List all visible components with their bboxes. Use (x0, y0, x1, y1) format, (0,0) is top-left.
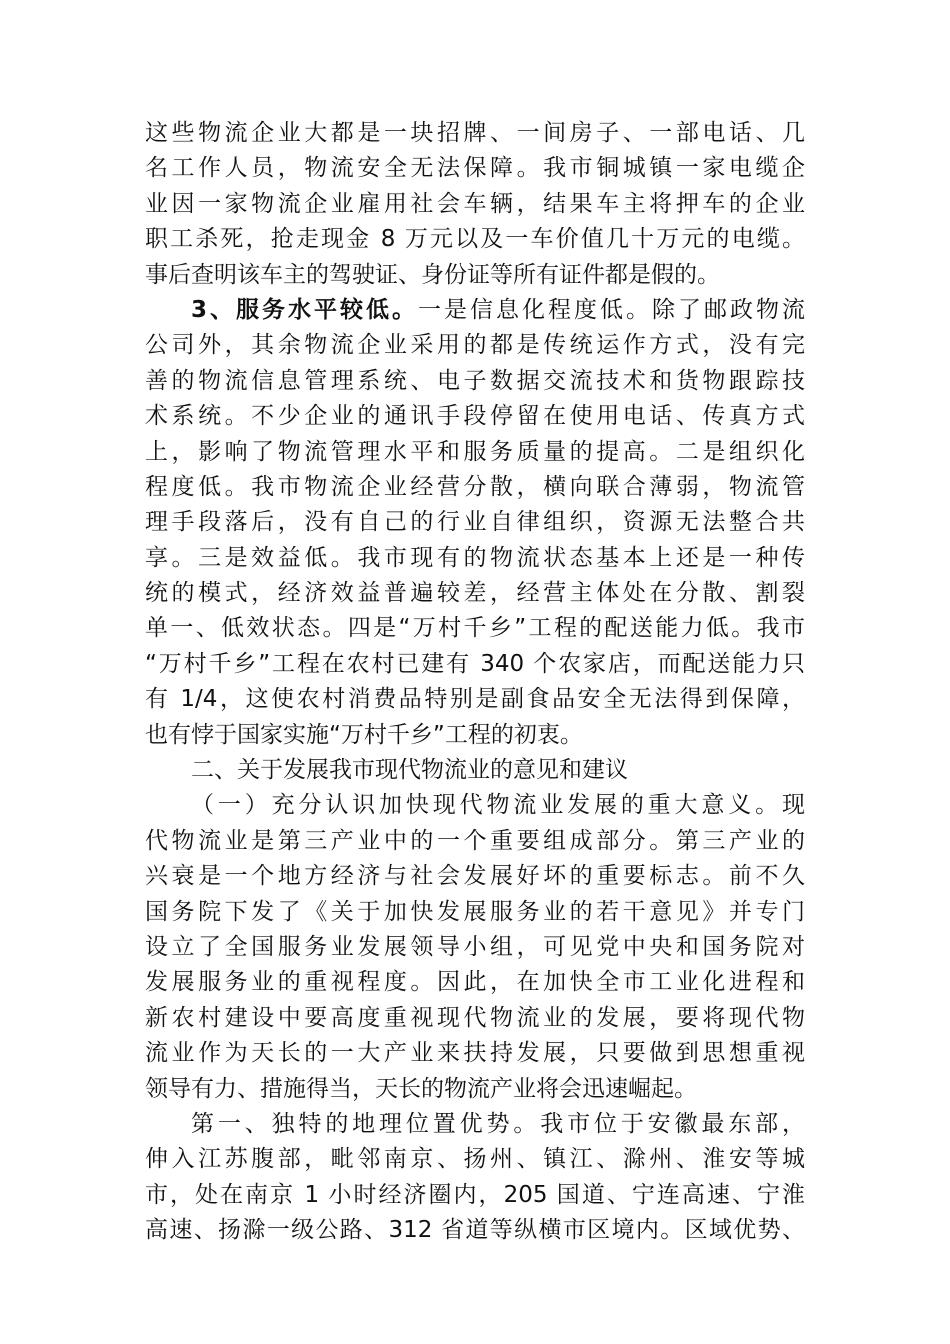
subsection-1-first-line: （一）充分认识加快现代物流业发展的重大意义。现 (191, 792, 805, 819)
document-page (145, 116, 805, 1249)
section-3-heading: 3、服务水平较低。 (191, 296, 418, 323)
paragraph-line: 程度低。我市物流企业经营分散，横向联合薄弱，物流管 (145, 473, 805, 500)
paragraph-line: 这些物流企业大都是一块招牌、一间房子、一部电话、几 (145, 120, 805, 146)
paragraph-line: 有 1/4，这使农村消费品特别是副食品安全无法得到保障， (145, 686, 805, 713)
paragraph-line: 国务院下发了《关于加快发展服务业的若干意见》并专门 (145, 898, 805, 925)
paragraph-line: 理手段落后，没有自己的行业自律组织，资源无法整合共 (145, 509, 805, 536)
part-2-heading: 二、关于发展我市现代物流业的意见和建议 (191, 757, 628, 784)
section-3-first-line-text: 一是信息化程度低。除了邮政物流 (418, 296, 805, 323)
paragraph-line: 公司外，其余物流企业采用的都是传统运作方式，没有完 (145, 332, 805, 359)
paragraph-line: 也有悖于国家实施“万村千乡”工程的初衷。 (145, 721, 583, 748)
paragraph-line: 业因一家物流企业雇用社会车辆，结果车主将押车的企业 (145, 190, 805, 217)
paragraph-line: 领导有力、措施得当，天长的物流产业将会迅速崛起。 (145, 1075, 697, 1102)
paragraph-line: 流业作为天长的一大产业来扶持发展，只要做到思想重视 (145, 1040, 805, 1067)
paragraph-line: 统的模式，经济效益普遍较差，经营主体处在分散、割裂 (145, 580, 805, 607)
paragraph-line: 术系统。不少企业的通讯手段停留在使用电话、传真方式 (145, 403, 805, 430)
paragraph-line: 善的物流信息管理系统、电子数据交流技术和货物跟踪技 (145, 367, 805, 394)
paragraph-line: 新农村建设中要高度重视现代物流业的发展，要将现代物 (145, 1004, 805, 1031)
paragraph-line: 发展服务业的重视程度。因此，在加快全市工业化进程和 (145, 969, 805, 996)
paragraph-line: 伸入江苏腹部，毗邻南京、扬州、镇江、滁州、淮安等城 (145, 1146, 805, 1173)
paragraph-line: 名工作人员，物流安全无法保障。我市铜城镇一家电缆企 (145, 155, 805, 182)
paragraph-line: 单一、低效状态。四是“万村千乡”工程的配送能力低。我市 (145, 615, 805, 642)
paragraph-line: 代物流业是第三产业中的一个重要组成部分。第三产业的 (145, 827, 805, 854)
paragraph-line: 设立了全国服务业发展领导小组，可见党中央和国务院对 (145, 933, 805, 960)
point-1-first-line: 第一、独特的地理位置优势。我市位于安徽最东部， (191, 1110, 805, 1137)
paragraph-line: “万村千乡”工程在农村已建有 340 个农家店，而配送能力只 (145, 650, 805, 677)
paragraph-line: 事后查明该车主的驾驶证、身份证等所有证件都是假的。 (145, 261, 720, 288)
paragraph-line: 享。三是效益低。我市现有的物流状态基本上还是一种传 (145, 544, 805, 571)
paragraph-line: 职工杀死，抢走现金 8 万元以及一车价值几十万元的电缆。 (145, 226, 805, 253)
paragraph-line: 兴衰是一个地方经济与社会发展好坏的重要标志。前不久 (145, 863, 805, 890)
paragraph-line: 高速、扬滁一级公路、312 省道等纵横市区境内。区域优势、 (145, 1217, 805, 1244)
paragraph-line: 上，影响了物流管理水平和服务质量的提高。二是组织化 (145, 438, 805, 465)
paragraph-line: 市，处在南京 1 小时经济圈内，205 国道、宁连高速、宁淮 (145, 1181, 805, 1208)
section-3-first-line (145, 293, 805, 328)
